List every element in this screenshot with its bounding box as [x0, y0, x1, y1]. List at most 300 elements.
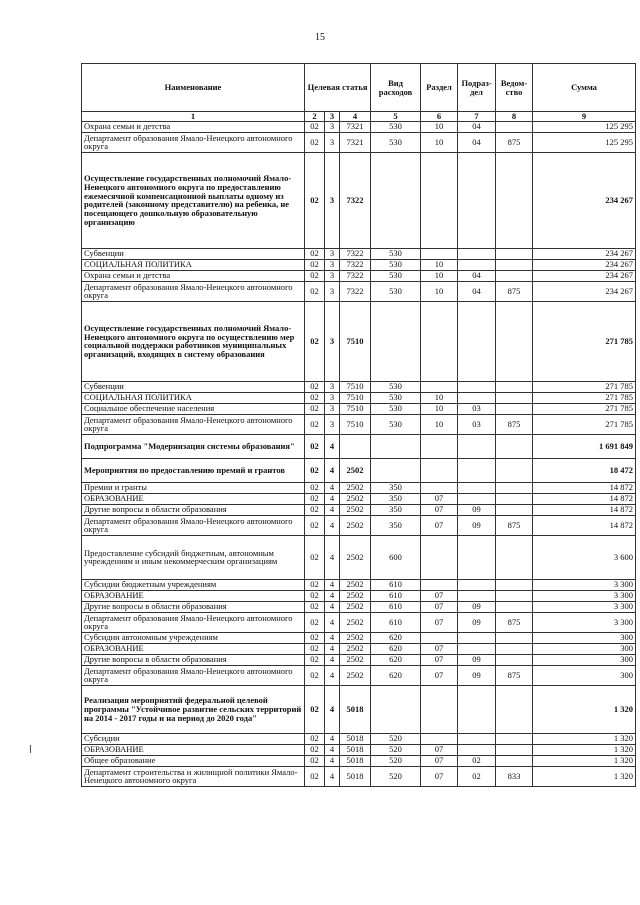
row-target-program: 02: [305, 579, 325, 590]
row-section: 07: [421, 515, 458, 535]
row-name: Департамент строительства и жилищной политики Ямало-Ненецкого автономного округа: [82, 766, 305, 786]
row-name: Субсидии бюджетным учреждениям: [82, 579, 305, 590]
row-target-code: 7322: [340, 248, 371, 259]
row-kind: 620: [371, 665, 421, 685]
row-target-subprogram: 3: [325, 414, 340, 434]
row-subsection: 04: [458, 270, 496, 281]
row-dept: [496, 643, 533, 654]
row-target-program: 02: [305, 535, 325, 579]
row-target-code: 5018: [340, 755, 371, 766]
row-sum: 234 267: [533, 259, 636, 270]
column-number: 7: [458, 112, 496, 122]
row-target-code: 2502: [340, 601, 371, 612]
row-kind: 350: [371, 515, 421, 535]
row-section: [421, 632, 458, 643]
row-target-code: 2502: [340, 458, 371, 482]
row-sum: 234 267: [533, 152, 636, 248]
row-target-subprogram: 4: [325, 434, 340, 458]
row-target-code: 2502: [340, 612, 371, 632]
row-sum: 1 320: [533, 766, 636, 786]
row-dept: 875: [496, 515, 533, 535]
row-target-subprogram: 4: [325, 612, 340, 632]
row-target-program: 02: [305, 259, 325, 270]
row-target-program: 02: [305, 403, 325, 414]
row-target-program: 02: [305, 132, 325, 152]
row-name: Департамент образования Ямало-Ненецкого автономного округа: [82, 612, 305, 632]
row-section: 07: [421, 654, 458, 665]
row-target-code: 7510: [340, 301, 371, 381]
row-subsection: 04: [458, 281, 496, 301]
row-target-code: 7510: [340, 414, 371, 434]
row-kind: 520: [371, 755, 421, 766]
row-section: 10: [421, 132, 458, 152]
row-name: Субвенции: [82, 381, 305, 392]
row-kind: 530: [371, 259, 421, 270]
header-subsection: Подраз-дел: [458, 64, 496, 112]
row-sum: 234 267: [533, 270, 636, 281]
row-subsection: 09: [458, 515, 496, 535]
table-row: [82, 392, 636, 403]
row-section: [421, 535, 458, 579]
row-target-subprogram: 4: [325, 766, 340, 786]
row-sum: 3 600: [533, 535, 636, 579]
row-target-program: 02: [305, 434, 325, 458]
row-kind: 610: [371, 612, 421, 632]
row-subsection: [458, 152, 496, 248]
row-target-program: 02: [305, 121, 325, 132]
row-sum: 125 295: [533, 121, 636, 132]
row-target-subprogram: 4: [325, 482, 340, 493]
row-target-code: 2502: [340, 504, 371, 515]
row-dept: [496, 301, 533, 381]
row-subsection: [458, 458, 496, 482]
row-dept: [496, 270, 533, 281]
row-target-program: 02: [305, 654, 325, 665]
row-target-program: 02: [305, 685, 325, 733]
table-row: [82, 301, 636, 381]
row-sum: 3 300: [533, 579, 636, 590]
row-kind: 520: [371, 733, 421, 744]
row-section: 07: [421, 493, 458, 504]
table-row: [82, 535, 636, 579]
row-name: Реализация мероприятий федеральной целевой программы "Устойчивое развитие сельских территорий на 2014 - 2017 годы и на период до 2020 года": [82, 685, 305, 733]
row-target-subprogram: 4: [325, 654, 340, 665]
row-target-subprogram: 4: [325, 579, 340, 590]
row-name: ОБРАЗОВАНИЕ: [82, 590, 305, 601]
row-target-subprogram: 4: [325, 590, 340, 601]
column-numbers-row: [82, 112, 636, 122]
row-section: 07: [421, 755, 458, 766]
row-target-subprogram: 3: [325, 270, 340, 281]
row-target-subprogram: 4: [325, 744, 340, 755]
row-name: Департамент образования Ямало-Ненецкого автономного округа: [82, 665, 305, 685]
column-number: 2: [305, 112, 325, 122]
row-dept: [496, 685, 533, 733]
table-row: [82, 281, 636, 301]
row-name: Департамент образования Ямало-Ненецкого автономного округа: [82, 281, 305, 301]
header-dept: Ведом-ство: [496, 64, 533, 112]
row-target-code: 2502: [340, 482, 371, 493]
row-sum: 1 320: [533, 744, 636, 755]
row-dept: [496, 121, 533, 132]
row-target-subprogram: 3: [325, 301, 340, 381]
row-subsection: [458, 643, 496, 654]
row-subsection: [458, 579, 496, 590]
row-target-code: 7322: [340, 270, 371, 281]
row-subsection: [458, 259, 496, 270]
row-subsection: 03: [458, 414, 496, 434]
column-number: 3: [325, 112, 340, 122]
row-target-program: 02: [305, 301, 325, 381]
row-subsection: 09: [458, 665, 496, 685]
header-kind: Вид расходов: [371, 64, 421, 112]
row-target-code: 7321: [340, 121, 371, 132]
row-kind: 350: [371, 482, 421, 493]
row-name: СОЦИАЛЬНАЯ ПОЛИТИКА: [82, 259, 305, 270]
row-target-subprogram: 4: [325, 632, 340, 643]
column-number: 5: [371, 112, 421, 122]
row-target-subprogram: 4: [325, 643, 340, 654]
row-sum: 125 295: [533, 132, 636, 152]
header-name: Наименование: [82, 64, 305, 112]
row-target-subprogram: 4: [325, 733, 340, 744]
row-target-code: 5018: [340, 685, 371, 733]
table-row: [82, 381, 636, 392]
row-sum: 14 872: [533, 493, 636, 504]
row-subsection: [458, 744, 496, 755]
row-subsection: [458, 535, 496, 579]
row-section: [421, 248, 458, 259]
row-dept: [496, 504, 533, 515]
row-kind: 610: [371, 579, 421, 590]
row-target-code: 7510: [340, 381, 371, 392]
row-subsection: 04: [458, 121, 496, 132]
row-dept: 875: [496, 414, 533, 434]
row-sum: 1 320: [533, 733, 636, 744]
row-target-subprogram: 3: [325, 121, 340, 132]
row-target-program: 02: [305, 632, 325, 643]
row-target-program: 02: [305, 270, 325, 281]
header-row: [82, 64, 636, 112]
row-section: 07: [421, 601, 458, 612]
row-sum: 271 785: [533, 403, 636, 414]
row-name: Другие вопросы в области образования: [82, 504, 305, 515]
column-number: 6: [421, 112, 458, 122]
table-row: [82, 458, 636, 482]
row-sum: 271 785: [533, 414, 636, 434]
row-kind: 530: [371, 121, 421, 132]
row-name: Общее образование: [82, 755, 305, 766]
row-sum: 234 267: [533, 248, 636, 259]
row-name: Департамент образования Ямало-Ненецкого автономного округа: [82, 414, 305, 434]
row-name: ОБРАЗОВАНИЕ: [82, 493, 305, 504]
row-subsection: [458, 590, 496, 601]
row-target-subprogram: 4: [325, 535, 340, 579]
row-kind: 620: [371, 643, 421, 654]
row-subsection: [458, 381, 496, 392]
row-target-subprogram: 4: [325, 493, 340, 504]
table-row: [82, 612, 636, 632]
row-sum: 300: [533, 632, 636, 643]
table-row: [82, 590, 636, 601]
row-target-program: 02: [305, 504, 325, 515]
header-section: Раздел: [421, 64, 458, 112]
table-row: [82, 270, 636, 281]
row-dept: [496, 601, 533, 612]
row-kind: 620: [371, 632, 421, 643]
row-dept: [496, 654, 533, 665]
row-name: Субсидии: [82, 733, 305, 744]
row-dept: [496, 632, 533, 643]
row-target-code: 7510: [340, 392, 371, 403]
row-subsection: [458, 392, 496, 403]
row-target-code: 5018: [340, 744, 371, 755]
row-kind: 530: [371, 392, 421, 403]
row-dept: [496, 248, 533, 259]
row-kind: [371, 152, 421, 248]
row-sum: 3 300: [533, 601, 636, 612]
row-subsection: 03: [458, 403, 496, 414]
row-sum: 18 472: [533, 458, 636, 482]
row-section: 10: [421, 259, 458, 270]
row-section: 07: [421, 643, 458, 654]
row-target-code: 2502: [340, 579, 371, 590]
row-sum: 3 300: [533, 590, 636, 601]
row-subsection: [458, 733, 496, 744]
row-subsection: [458, 482, 496, 493]
table-row: [82, 248, 636, 259]
row-sum: 271 785: [533, 301, 636, 381]
row-section: 07: [421, 665, 458, 685]
table-row: [82, 744, 636, 755]
row-section: [421, 381, 458, 392]
row-target-subprogram: 3: [325, 281, 340, 301]
row-target-subprogram: 4: [325, 504, 340, 515]
row-target-subprogram: 4: [325, 515, 340, 535]
row-name: Другие вопросы в области образования: [82, 654, 305, 665]
table-row: [82, 259, 636, 270]
row-name: Осуществление государственных полномочий Ямало-Ненецкого автономного округа по предоставлению ежемесячной компенсационной выплаты одному из родителей (законному представителю) на ребенка, не посещающего дошкольную образовательную организацию: [82, 152, 305, 248]
row-subsection: 02: [458, 766, 496, 786]
row-name: Другие вопросы в области образования: [82, 601, 305, 612]
row-target-subprogram: 3: [325, 403, 340, 414]
row-target-subprogram: 4: [325, 685, 340, 733]
row-kind: 350: [371, 493, 421, 504]
table-row: [82, 403, 636, 414]
row-dept: [496, 493, 533, 504]
row-name: СОЦИАЛЬНАЯ ПОЛИТИКА: [82, 392, 305, 403]
row-kind: 350: [371, 504, 421, 515]
row-subsection: [458, 301, 496, 381]
row-sum: 300: [533, 643, 636, 654]
table-row: [82, 632, 636, 643]
row-target-code: 2502: [340, 515, 371, 535]
row-section: [421, 482, 458, 493]
table-row: [82, 121, 636, 132]
row-name: Предоставление субсидий бюджетным, автономным учреждениям и иным некоммерческим организациям: [82, 535, 305, 579]
row-kind: [371, 458, 421, 482]
row-target-program: 02: [305, 515, 325, 535]
row-section: [421, 685, 458, 733]
row-kind: 530: [371, 270, 421, 281]
row-section: 07: [421, 766, 458, 786]
row-dept: [496, 381, 533, 392]
row-kind: 530: [371, 248, 421, 259]
row-kind: 530: [371, 381, 421, 392]
row-kind: 530: [371, 281, 421, 301]
row-section: 10: [421, 270, 458, 281]
row-target-subprogram: 3: [325, 132, 340, 152]
row-name: Социальное обеспечение населения: [82, 403, 305, 414]
row-target-code: 7322: [340, 152, 371, 248]
row-subsection: [458, 434, 496, 458]
row-dept: [496, 755, 533, 766]
row-section: [421, 301, 458, 381]
row-subsection: [458, 248, 496, 259]
row-kind: [371, 301, 421, 381]
row-target-code: 5018: [340, 733, 371, 744]
row-target-program: 02: [305, 643, 325, 654]
row-target-code: 2502: [340, 535, 371, 579]
row-sum: 14 872: [533, 504, 636, 515]
row-dept: 875: [496, 281, 533, 301]
header-sum: Сумма: [533, 64, 636, 112]
row-name: ОБРАЗОВАНИЕ: [82, 643, 305, 654]
row-kind: 520: [371, 766, 421, 786]
row-target-program: 02: [305, 152, 325, 248]
row-section: 07: [421, 744, 458, 755]
row-sum: 14 872: [533, 482, 636, 493]
row-name: Подпрограмма "Модернизация системы образования": [82, 434, 305, 458]
row-target-code: 2502: [340, 654, 371, 665]
row-target-subprogram: 4: [325, 458, 340, 482]
table-row: [82, 685, 636, 733]
row-target-program: 02: [305, 381, 325, 392]
row-kind: 530: [371, 403, 421, 414]
table-body: [82, 121, 636, 786]
row-target-program: 02: [305, 482, 325, 493]
row-section: 07: [421, 612, 458, 632]
row-sum: 14 872: [533, 515, 636, 535]
column-number: 9: [533, 112, 636, 122]
table-row: [82, 132, 636, 152]
row-section: 10: [421, 403, 458, 414]
row-kind: 610: [371, 601, 421, 612]
row-target-program: 02: [305, 248, 325, 259]
table-row: [82, 755, 636, 766]
row-kind: [371, 685, 421, 733]
row-dept: [496, 744, 533, 755]
row-sum: 1 320: [533, 755, 636, 766]
row-name: ОБРАЗОВАНИЕ: [82, 744, 305, 755]
column-number: 4: [340, 112, 371, 122]
row-kind: 520: [371, 744, 421, 755]
row-target-program: 02: [305, 493, 325, 504]
row-target-code: 7322: [340, 281, 371, 301]
row-target-subprogram: 4: [325, 601, 340, 612]
row-target-code: 7322: [340, 259, 371, 270]
table-row: [82, 434, 636, 458]
row-dept: [496, 579, 533, 590]
row-dept: [496, 733, 533, 744]
row-dept: [496, 590, 533, 601]
row-section: [421, 579, 458, 590]
row-sum: 300: [533, 654, 636, 665]
row-sum: 3 300: [533, 612, 636, 632]
table-row: [82, 515, 636, 535]
row-kind: 610: [371, 590, 421, 601]
table-row: [82, 579, 636, 590]
row-subsection: [458, 632, 496, 643]
row-kind: 620: [371, 654, 421, 665]
row-subsection: 09: [458, 612, 496, 632]
row-target-subprogram: 4: [325, 755, 340, 766]
row-target-program: 02: [305, 601, 325, 612]
row-name: Осуществление государственных полномочий Ямало-Ненецкого автономного округа по осуществлению мер социальной поддержки работников муниципальных организаций, входящих в систему образования: [82, 301, 305, 381]
row-target-code: 2502: [340, 590, 371, 601]
row-section: 10: [421, 121, 458, 132]
header-target: Целевая статья: [305, 64, 371, 112]
row-target-program: 02: [305, 755, 325, 766]
row-dept: 875: [496, 612, 533, 632]
row-target-code: 2502: [340, 632, 371, 643]
row-target-program: 02: [305, 744, 325, 755]
row-dept: 875: [496, 132, 533, 152]
table-row: [82, 482, 636, 493]
row-section: 10: [421, 414, 458, 434]
row-subsection: 09: [458, 504, 496, 515]
row-sum: 1 691 849: [533, 434, 636, 458]
row-target-program: 02: [305, 392, 325, 403]
row-target-code: [340, 434, 371, 458]
row-dept: [496, 434, 533, 458]
row-section: [421, 434, 458, 458]
row-target-program: 02: [305, 281, 325, 301]
table-row: [82, 414, 636, 434]
table-row: [82, 733, 636, 744]
row-kind: [371, 434, 421, 458]
row-sum: 234 267: [533, 281, 636, 301]
row-name: Департамент образования Ямало-Ненецкого автономного округа: [82, 132, 305, 152]
row-sum: 271 785: [533, 381, 636, 392]
row-target-subprogram: 3: [325, 259, 340, 270]
row-kind: 600: [371, 535, 421, 579]
row-section: 07: [421, 590, 458, 601]
table-row: [82, 665, 636, 685]
row-name: Мероприятия по предоставлению премий и грантов: [82, 458, 305, 482]
margin-mark: [30, 745, 31, 753]
row-target-program: 02: [305, 612, 325, 632]
row-target-subprogram: 3: [325, 381, 340, 392]
row-section: 10: [421, 281, 458, 301]
table-row: [82, 643, 636, 654]
row-dept: [496, 259, 533, 270]
row-subsection: 04: [458, 132, 496, 152]
row-dept: [496, 152, 533, 248]
row-target-subprogram: 3: [325, 392, 340, 403]
row-target-subprogram: 3: [325, 248, 340, 259]
table-row: [82, 152, 636, 248]
row-name: Охрана семьи и детства: [82, 121, 305, 132]
row-dept: 833: [496, 766, 533, 786]
page-number: 15: [315, 32, 325, 43]
row-target-code: 5018: [340, 766, 371, 786]
row-dept: [496, 403, 533, 414]
row-target-program: 02: [305, 458, 325, 482]
row-subsection: [458, 685, 496, 733]
column-number: 8: [496, 112, 533, 122]
table-row: [82, 601, 636, 612]
